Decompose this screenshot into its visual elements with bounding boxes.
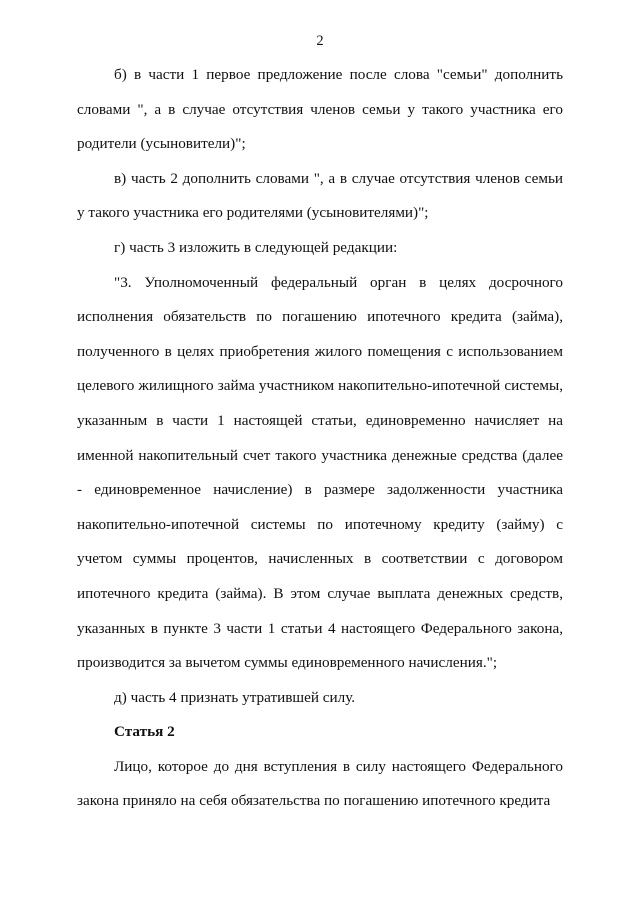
paragraph-part-3-text: "3. Уполномоченный федеральный орган в целях досрочного исполнения обязательств по погашению ипотечного кредита (займа), полученного в целях приобретения жилого помещения с использованием целевого жилищного займа участником накопительно-ипотечной системы, указанным в части 1 настоящей статьи, единовременно начисляет на именной накопительный счет такого участника денежные средства (далее - единовременное начисление) в размере задолженности участника накопительно-ипотечной системы по ипотечному кредиту (займу) с учетом суммы процентов, начисленных в соответствии с договором ипотечного кредита (займа). В этом случае выплата денежных средств, указанных в пункте 3 части 1 статьи 4 настоящего Федерального закона, производится за вычетом суммы единовременного начисления."; bbox=[77, 273, 563, 672]
paragraph-v: в) часть 2 дополнить словами ", а в случае отсутствия членов семьи у такого участника его родителями (усыновителями)"; bbox=[77, 169, 563, 222]
article-2-heading: Статья 2 bbox=[114, 723, 175, 741]
paragraph-b: б) в части 1 первое предложение после слова "семьи" дополнить словами ", а в случае отсутствия членов семьи у такого участника его родители (усыновители)"; bbox=[77, 66, 563, 153]
document-body bbox=[77, 58, 563, 819]
article-2-text: Лицо, которое до дня вступления в силу настоящего Федерального закона приняло на себя обязательства по погашению ипотечного кредита bbox=[77, 757, 563, 810]
paragraph-g: г) часть 3 изложить в следующей редакции: bbox=[114, 238, 398, 256]
page-number: 2 bbox=[316, 33, 324, 49]
paragraph-d: д) часть 4 признать утратившей силу. bbox=[114, 688, 356, 706]
